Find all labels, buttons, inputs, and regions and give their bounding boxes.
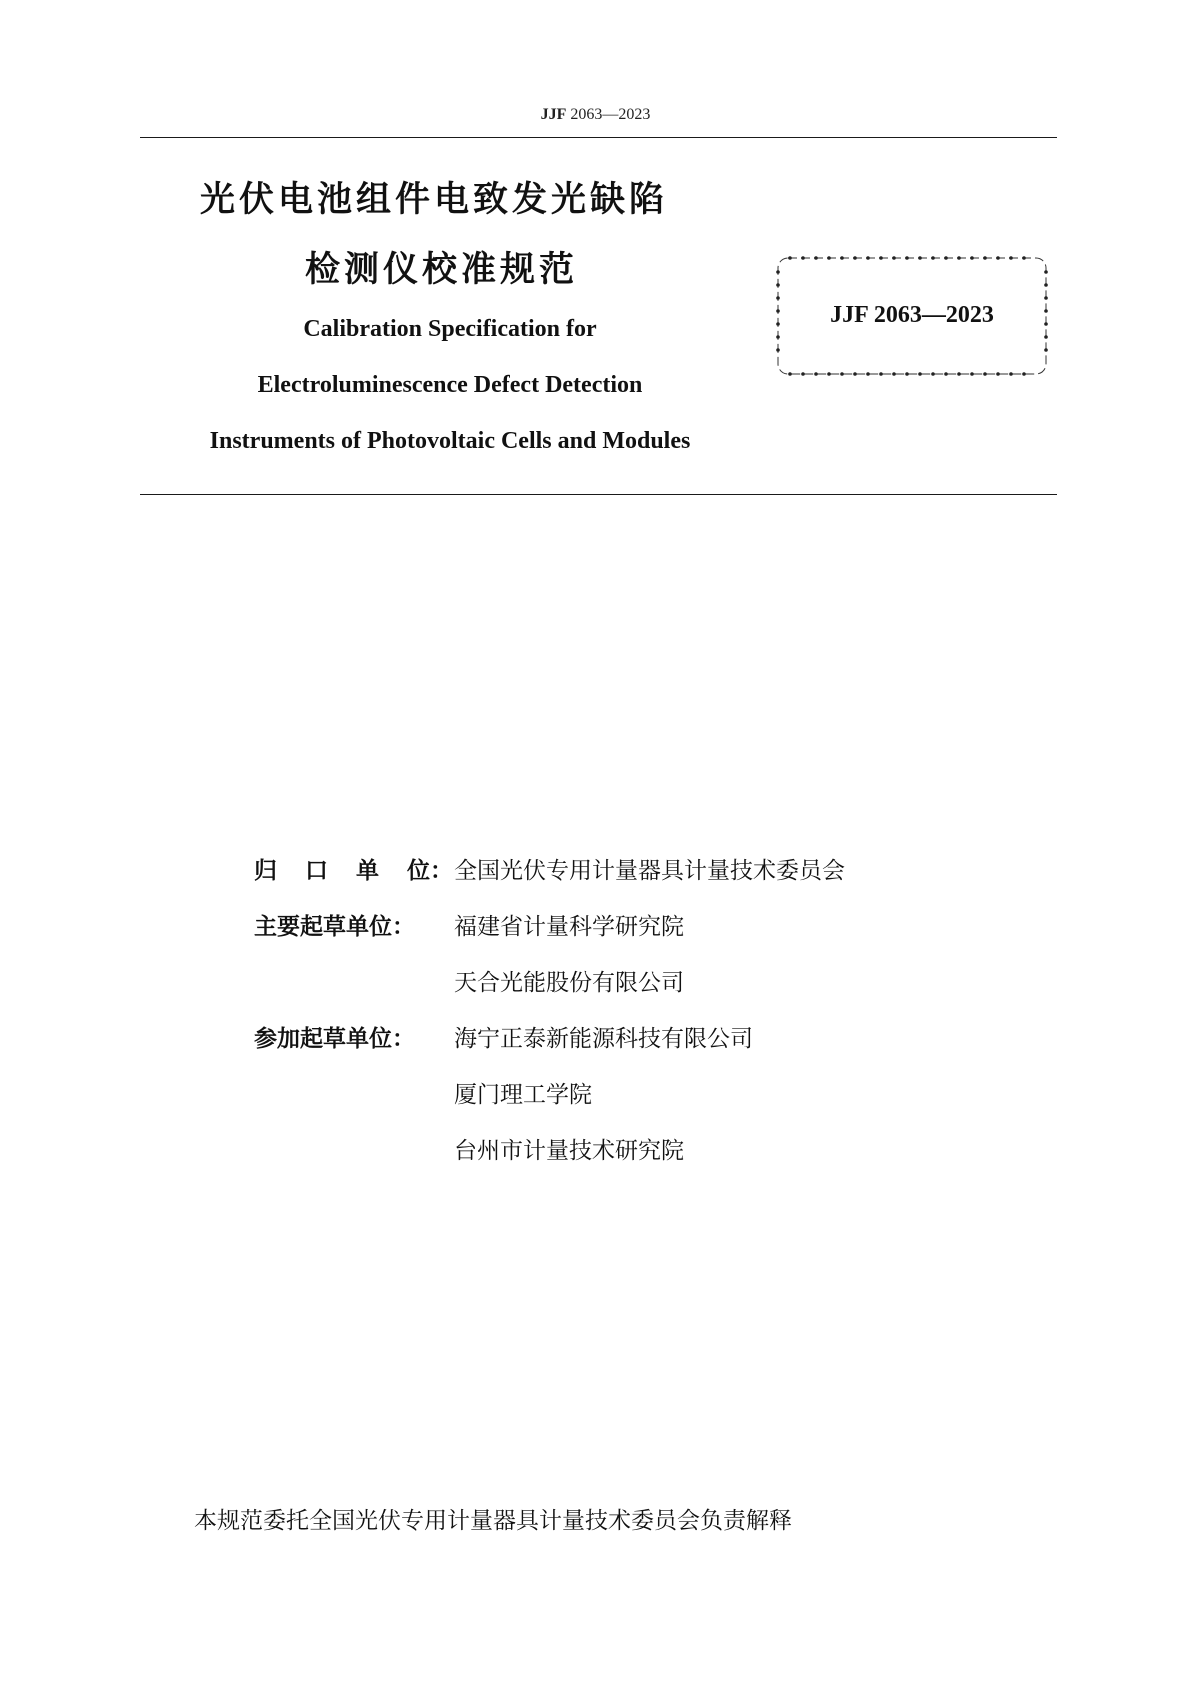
border-dot bbox=[918, 256, 922, 260]
border-dot bbox=[1022, 372, 1026, 376]
header-standard-code bbox=[0, 106, 1191, 124]
border-dot bbox=[788, 372, 792, 376]
border-dot bbox=[996, 372, 1000, 376]
responsible-unit-label: 归 口 单 位： bbox=[254, 858, 454, 884]
border-dot bbox=[879, 256, 883, 260]
title-zh-line-2: 检测仪校准规范 bbox=[305, 250, 579, 290]
border-dot bbox=[1044, 296, 1048, 300]
border-dot bbox=[827, 372, 831, 376]
border-dot bbox=[866, 372, 870, 376]
main-drafting-unit: 福建省计量科学研究院 bbox=[454, 914, 684, 940]
border-dot bbox=[776, 283, 780, 287]
participating-label: 参加起草单位： bbox=[254, 1026, 415, 1052]
border-dot bbox=[814, 372, 818, 376]
border-dot bbox=[918, 372, 922, 376]
border-dot bbox=[866, 256, 870, 260]
border-dot bbox=[931, 372, 935, 376]
border-dot bbox=[1044, 283, 1048, 287]
border-dot bbox=[892, 372, 896, 376]
border-dot bbox=[879, 372, 883, 376]
top-rule bbox=[140, 137, 1057, 138]
border-dot bbox=[892, 256, 896, 260]
border-dot bbox=[957, 372, 961, 376]
border-dot bbox=[788, 256, 792, 260]
title-zh-line-1: 光伏电池组件电致发光缺陷 bbox=[200, 180, 669, 220]
border-dot bbox=[840, 256, 844, 260]
border-dot bbox=[776, 296, 780, 300]
border-dot bbox=[996, 256, 1000, 260]
border-dot bbox=[970, 372, 974, 376]
border-dot bbox=[1022, 256, 1026, 260]
border-dot bbox=[983, 256, 987, 260]
code-box-text: JJF 2063—2023 bbox=[830, 302, 994, 328]
border-dot bbox=[1044, 348, 1048, 352]
responsible-unit-value: 全国光伏专用计量器具计量技术委员会 bbox=[454, 858, 845, 884]
border-dot bbox=[776, 270, 780, 274]
participating-unit: 厦门理工学院 bbox=[454, 1082, 592, 1108]
title-en-line-2: Electroluminescence Defect Detection bbox=[257, 372, 643, 398]
border-dot bbox=[931, 256, 935, 260]
code-box bbox=[774, 254, 1050, 378]
border-dot bbox=[776, 348, 780, 352]
border-dot bbox=[957, 256, 961, 260]
border-dot bbox=[944, 372, 948, 376]
border-dot bbox=[983, 372, 987, 376]
border-dot bbox=[1044, 270, 1048, 274]
border-dot bbox=[840, 372, 844, 376]
bottom-rule bbox=[140, 494, 1057, 495]
border-dot bbox=[944, 256, 948, 260]
participating-unit: 台州市计量技术研究院 bbox=[454, 1138, 684, 1164]
header-code-prefix: JJF bbox=[540, 106, 567, 123]
border-dot bbox=[827, 256, 831, 260]
border-dot bbox=[1009, 372, 1013, 376]
header-code-number: 2063—2023 bbox=[570, 106, 651, 123]
border-dot bbox=[853, 256, 857, 260]
main-drafting-label: 主要起草单位： bbox=[254, 914, 415, 940]
border-dot bbox=[1044, 335, 1048, 339]
participating-unit: 海宁正泰新能源科技有限公司 bbox=[454, 1026, 753, 1052]
border-dot bbox=[905, 372, 909, 376]
title-en-line-1: Calibration Specification for bbox=[303, 316, 597, 342]
border-dot bbox=[970, 256, 974, 260]
border-dot bbox=[814, 256, 818, 260]
border-dot bbox=[801, 372, 805, 376]
border-dot bbox=[905, 256, 909, 260]
main-drafting-unit: 天合光能股份有限公司 bbox=[454, 970, 684, 996]
border-dot bbox=[1009, 256, 1013, 260]
interpretation-note: 本规范委托全国光伏专用计量器具计量技术委员会负责解释 bbox=[194, 1508, 792, 1534]
border-dot bbox=[853, 372, 857, 376]
border-dot bbox=[776, 335, 780, 339]
border-dot bbox=[801, 256, 805, 260]
title-en-line-3: Instruments of Photovoltaic Cells and Modules bbox=[209, 428, 691, 454]
